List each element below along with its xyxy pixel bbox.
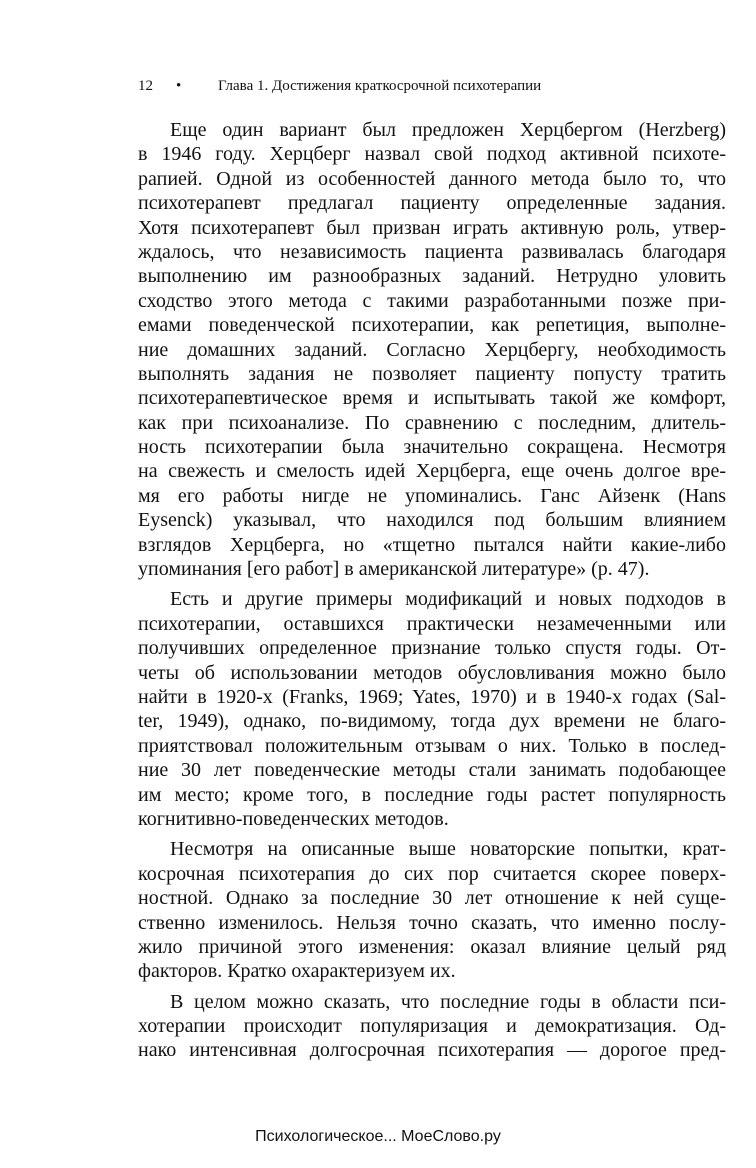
text-line: психотерапевтическое время и испытывать такой же комфорт, [138,387,726,410]
paragraph [138,837,726,983]
text-line: им место; кроме того, в последние годы растет популярность [138,783,726,806]
text-line: ность психотерапии была значительно сокращена. Несмотря [138,436,726,459]
text-line: ter, 1949), однако, по-видимому, тогда дух времени не благо- [138,710,726,733]
text-line: нако интенсивная долгосрочная психотерапия — дорогое пред- [138,1039,726,1062]
text-line: получивших определенное признание только спустя годы. От- [138,637,726,660]
paragraph [138,990,726,1063]
page-number: 12 [138,78,153,94]
text-line: Хотя психотерапевт был призван играть активную роль, утвер- [138,216,726,239]
text-line: Есть и другие примеры модификаций и новых подходов в [170,588,726,611]
text-line: когнитивно-поведенческих методов. [138,807,449,830]
text-line: на свежесть и смелость идей Херцберга, еще очень долгое вре- [138,460,726,483]
running-title: Глава 1. Достижения краткосрочной психотерапии [218,78,542,94]
text-line: в 1946 году. Херцберг назвал свой подход активной психоте- [138,143,726,166]
text-line: В целом можно сказать, что последние годы в области пси- [170,990,726,1013]
text-line: сходство этого метода с такими разработанными позже при- [138,289,726,312]
text-line: Еще один вариант был предложен Херцбергом (Herzberg) [170,119,726,141]
text-line: найти в 1920-х (Franks, 1969; Yates, 1970) и в 1940-х годах (Sal- [138,685,726,708]
text-line: психотерапевт предлагал пациенту определенные задания. [138,192,726,215]
text-line: ние 30 лет поведенческие методы стали занимать подобающее [138,759,726,782]
text-line: взглядов Херцберга, но «тщетно пытался найти какие-либо [138,533,726,556]
paragraph [138,587,726,831]
text-line: ностной. Однако за последние 30 лет отношение к ней суще- [138,887,726,910]
text-line: Несмотря на описанные выше новаторские попытки, крат- [170,838,726,861]
text-line: хотерапии происходит популяризация и демократизация. Од- [138,1015,726,1038]
text-line: факторов. Кратко охарактеризуем их. [138,960,456,983]
running-header [138,76,726,96]
text-line: выполнению им разнообразных заданий. Нетрудно уловить [138,265,726,288]
text-line: упоминания [его работ] в американской литературе» (p. 47). [138,558,650,581]
text-line: Eysenck) указывал, что находился под большим влиянием [138,509,726,532]
text-line: приятствовал положительным отзывам о них. Только в послед- [138,734,726,757]
book-page [138,0,726,1168]
text-line: четы об использовании методов обусловливания можно было [138,661,726,684]
text-line: ственно изменилось. Нельзя точно сказать, что именно послу- [138,911,726,934]
text-line: жило причиной этого изменения: оказал влияние целый ряд [138,935,726,958]
text-line: ждалось, что независимость пациента развивалась благодаря [138,240,726,263]
text-line: рапией. Одной из особенностей данного метода было то, что [138,167,726,190]
body-text [138,118,726,1069]
paragraph [138,118,726,581]
text-line: как при психоанализе. По сравнению с последним, длитель- [138,411,726,434]
text-line: психотерапии, оставшихся практически незамеченными или [138,612,726,635]
footer-watermark: Психологическое... МоеСлово.ру [255,1128,501,1145]
text-line: косрочная психотерапия до сих пор считается скорее поверх- [138,862,726,885]
text-line: емами поведенческой психотерапии, как репетиция, выполне- [138,314,726,337]
text-line: ние домашних заданий. Согласно Херцбергу, необходимость [138,338,726,361]
text-line: выполнять задания не позволяет пациенту попусту тратить [138,362,726,385]
text-line: мя его работы нигде не упоминались. Ганс Айзенк (Hans [138,484,726,507]
header-bullet: • [176,78,182,94]
